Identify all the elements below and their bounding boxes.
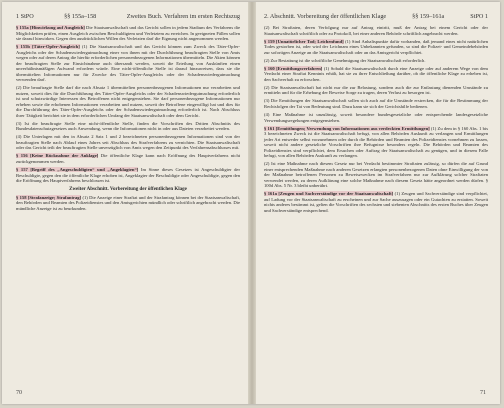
section-heading: § 158 [Strafanzeige; Strafantrag] (16, 194, 82, 200)
right-header-code: StPO 1 (470, 13, 488, 20)
paragraph-text: (1) Sind Anhaltspunkte dafür vorhanden, daß jemand eines nicht natürlichen Todes gestorben ist, oder wird der Leichnam eines Unbekannten gefunden, so sind die Polizei- und Gemeindebehörden zur sofortigen Anzeige an die Staatsanwaltschaft oder an das Amtsgericht verpflichtet. (264, 38, 488, 55)
left-page (2, 2, 250, 404)
paragraph-text: (1) Zu dem in § 160 Abs. 1 bis 3 bezeichneten Zweck ist die Staatsanwaltschaft befugt, von allen Behörden Auskunft zu verlangen und Ermittlungen jeder Art entweder selbst vorzunehmen oder durch die Behörden und Beamten des Polizeidienstes vornehmen zu lassen, soweit nicht andere gesetzliche Vorschriften ihre Befugnisse besonders regeln. Die Behörden und Beamten des Polizeidienstes sind verpflichtet, dem Ersuchen oder Auftrag der Staatsanwaltschaft zu genügen, und in diesem Falle befugt, von allen Behörden Auskunft zu verlangen. (264, 125, 488, 159)
left-page-tail (16, 195, 240, 212)
section-title: Zweiter Abschnitt. Vorbereitung der öffentlichen Klage (69, 186, 187, 192)
paragraph-text: Die Staatsanwaltschaft und das Gericht sollen in jedem Stadium des Verfahrens die Möglichkeiten prüfen, einen Ausgleich zwischen Beschuldigtem und Verletztem zu erreichen. In geeigneten Fällen sollen sie darauf hinwirken. Gegen den ausdrücklichen Willen des Verletzten darf die Eignung nicht angenommen werden. (16, 25, 240, 41)
paragraph (264, 39, 488, 56)
paragraph-text: (4) Die Unterlagen mit den in Absatz 2 Satz 1 und 2 bezeichneten personenbezogenen Informationen sind von der beauftragten Stelle nach Ablauf eines Jahres seit Abschluss des Strafverfahrens zu vernichten. Die Staatsanwaltschaft oder das Gericht teilt der beauftragten Stelle unverzüglich von Amts wegen den Zeitpunkt des Verfahrensabschlusses mit. (16, 134, 240, 151)
left-page-header (16, 13, 240, 21)
paragraph-text: (1) Die Staatsanwaltschaft und das Gericht können zum Zweck des Täter-Opfer-Ausgleichs oder der Schadenswiedergutmachung einer von ihnen mit der Durchführung beauftragten Stelle von Amts wegen oder auf deren Antrag die hierfür erforderlichen personenbezogenen Informationen übermitteln. Die Akten können der beauftragten Stelle zur Einsichtnahme auch übersandt werden, soweit die Erteilung von Auskünften einen unverhältnismäßigen Aufwand erfordern würde. Eine nicht-öffentliche Stelle ist darauf hinzuweisen, dass sie die übermittelten Informationen nur für Zwecke des Täter-Opfer-Ausgleichs oder der Schadenswiedergutmachung verwenden darf. (16, 44, 240, 83)
paragraph-text: (1) Sobald die Staatsanwaltschaft durch eine Anzeige oder auf anderem Wege von dem Verdacht einer Straftat Kenntnis erhält, hat sie zu ihrer Entschließung darüber, ob die öffentliche Klage zu erheben ist, den Sachverhalt zu erforschen. (264, 65, 488, 82)
paragraph (264, 161, 488, 189)
left-page-body (16, 25, 240, 184)
paragraph (16, 25, 240, 42)
section-heading: § 161a [Zeugen und Sachverständige vor der Staatsanwaltschaft] (264, 191, 394, 197)
paragraph-text: (2) Die beauftragte Stelle darf die nach Absatz 1 übermittelten personenbezogenen Informationen nur verarbeiten und nutzen, soweit dies für die Durchführung des Täter-Opfer-Ausgleichs oder der Schadenswiedergutmachung erforderlich ist und schutzwürdige Interessen des Betroffenen nicht entgegenstehen. Sie darf personenbezogene Informationen nur erheben sowie die erhobenen Informationen verarbeiten und nutzen, soweit der Betroffene eingewilligt hat und dies für die Durchführung des Täter-Opfer-Ausgleichs oder der Schadenswiedergutmachung erforderlich ist. Nach Abschluss ihrer Tätigkeit berichtet sie in dem erforderlichen Umfang der Staatsanwaltschaft oder dem Gericht. (16, 85, 240, 118)
paragraph (16, 44, 240, 83)
right-page-header (264, 13, 488, 21)
paragraph (16, 153, 240, 164)
paragraph-text: (3) Ist die beauftragte Stelle eine nicht-öffentliche Stelle, finden die Vorschriften des Dritten Abschnitts des Bundesdatenschutzgesetzes auch Anwendung, wenn die Informationen nicht in oder aus Dateien verarbeitet werden. (16, 120, 240, 132)
section-heading: § 157 [Begriff des „Angeschuldigten“ und „Angeklagten“] (16, 167, 139, 173)
right-header-sections: §§ 159–161a (412, 13, 445, 20)
section-heading: § 161 [Ermittlungen; Verwendung von Informationen aus verdeckten Ermittlungen] (264, 125, 430, 131)
right-page-number: 71 (480, 390, 486, 396)
paragraph (264, 25, 488, 36)
section-heading: § 159 [Unnatürlicher Tod; Leichenfund] (264, 38, 344, 44)
paragraph (264, 66, 488, 83)
right-page (254, 2, 500, 404)
paragraph-text: (4) Eine Maßnahme ist unzulässig, soweit besondere bundesgesetzliche oder entsprechende landesgesetzliche Verwendungsregelungen entgegenstehen. (264, 112, 488, 123)
section-heading: § 155b [Täter-Opfer-Ausgleich] (16, 44, 80, 50)
paragraph-text: (2) Ist eine Maßnahme nach diesem Gesetz nur bei Verdacht bestimmter Straftaten zulässig, so dürfen die auf Grund einer entsprechenden Maßnahme nach anderen Gesetzen erlangten personenbezogenen Daten ohne Einwilligung der von der Maßnahme betroffenen Personen zu Beweiszwecken im Strafverfahren nur zur Aufklärung solcher Straftaten verwendet werden, zu deren Aufklärung eine solche Maßnahme nach diesem Gesetz hätte angeordnet werden dürfen. § 100d Abs. 5 Nr. 3 bleibt unberührt. (264, 161, 488, 189)
paragraph (16, 167, 240, 184)
paragraph (264, 191, 488, 213)
paragraph-text: (1) Zeugen und Sachverständige sind verpflichtet, auf Ladung vor der Staatsanwaltschaft zu erscheinen und zur Sache auszusagen oder ein Gutachten zu erstatten. Soweit nichts anderes bestimmt ist, gelten die Vorschriften des sechsten und siebenten Abschnitts des ersten Buches über Zeugen und Sachverständige entsprechend. (264, 191, 488, 213)
paragraph-text: (2) Zur Bestattung ist die schriftliche Genehmigung der Staatsanwaltschaft erforderlich. (264, 57, 426, 63)
paragraph-text: (2) Die Staatsanwaltschaft hat nicht nur die zur Belastung, sondern auch die zur Entlastung dienenden Umstände zu ermitteln und für die Erhebung der Beweise Sorge zu tragen, deren Verlust zu besorgen ist. (264, 84, 488, 96)
paragraph-text: Im Sinne dieses Gesetzes ist Angeschuldigter der Beschuldigte, gegen den die öffentliche Klage erhoben ist, Angeklagter der Beschuldigte oder Angeschuldigte, gegen den die Eröffnung des Hauptverfahrens beschlossen ist. (16, 167, 241, 184)
book-spread (2, 2, 500, 404)
paragraph-text: (3) Die Ermittlungen der Staatsanwaltschaft sollen sich auch auf die Umstände erstrecken, die für die Bestimmung der Rechtsfolgen der Tat von Bedeutung sind. Dazu kann sie sich der Gerichtshilfe bedienen. (264, 98, 488, 109)
right-page-body (264, 25, 488, 213)
paragraph-text: Die öffentliche Klage kann nach Eröffnung des Hauptverfahrens nicht zurückgenommen werden. (16, 153, 241, 164)
left-header-code: 1 StPO (16, 13, 34, 20)
right-header-chapter: 2. Abschnitt. Vorbereitung der öffentlichen Klage (264, 13, 387, 20)
paragraph (16, 85, 240, 118)
left-header-sections: §§ 155a–158 (64, 13, 97, 20)
section-heading: § 155a [Hinwirkung auf Ausgleich] (16, 25, 85, 30)
left-header-chapter: Zweites Buch. Verfahren im ersten Rechtszug (126, 13, 240, 20)
paragraph (264, 98, 488, 109)
paragraph (16, 195, 240, 212)
section-heading: § 160 [Ermittlungsverfahren] (264, 65, 323, 71)
paragraph (16, 134, 240, 151)
section-heading: § 156 [Keine Rücknahme der Anklage] (16, 153, 99, 159)
left-page-number: 70 (16, 390, 22, 396)
paragraph-text: (1) Die Anzeige einer Straftat und der Strafantrag können bei der Staatsanwaltschaft, den Behörden und Beamten des Polizeidienstes und den Amtsgerichten mündlich oder schriftlich angebracht werden. Die mündliche Anzeige ist zu beurkunden. (16, 194, 240, 211)
paragraph (264, 58, 488, 64)
paragraph (264, 112, 488, 123)
paragraph-text: (2) Bei Straftaten, deren Verfolgung nur auf Antrag eintritt, muß der Antrag bei einem Gericht oder der Staatsanwaltschaft schriftlich oder zu Protokoll, bei einer anderen Behörde schriftlich angebracht werden. (264, 25, 488, 36)
paragraph (264, 85, 488, 96)
paragraph (264, 126, 488, 159)
paragraph (16, 121, 240, 132)
